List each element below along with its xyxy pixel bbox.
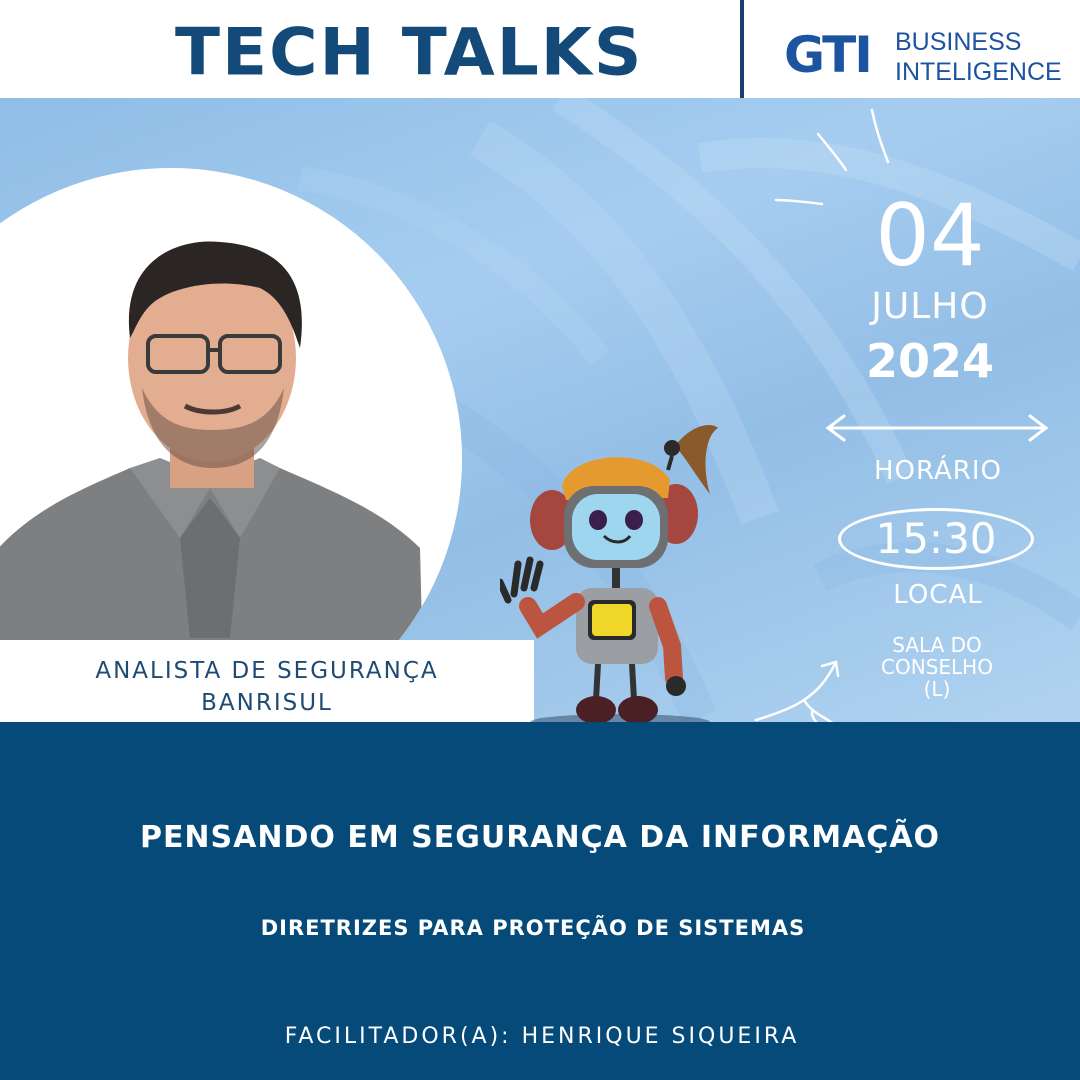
event-year: 2024 <box>865 334 995 388</box>
location-line: SALA DO <box>892 633 982 657</box>
facilitator-name: FACILITADOR(A): HENRIQUE SIQUEIRA <box>284 1024 800 1049</box>
speaker-company: BANRISUL <box>201 690 333 716</box>
brand-logo-mark: GTI <box>784 26 871 84</box>
event-month: JULHO <box>871 286 989 327</box>
brand-name-line2: INTELIGENCE <box>895 58 1062 86</box>
header-divider <box>740 0 744 98</box>
event-time: 15:30 <box>875 514 997 563</box>
event-day: 04 <box>875 186 985 286</box>
location-label: LOCAL <box>893 580 983 610</box>
location-line: CONSELHO <box>881 655 993 679</box>
event-location <box>852 634 1022 700</box>
curly-arrow-icon <box>752 652 852 728</box>
brand-name-line1: BUSINESS <box>895 28 1022 56</box>
talk-subtitle: DIRETRIZES PARA PROTEÇÃO DE SISTEMAS <box>260 916 806 940</box>
robot-mascot <box>500 416 730 732</box>
time-label: HORÁRIO <box>873 456 1002 486</box>
speaker-role: ANALISTA DE SEGURANÇA <box>95 658 439 684</box>
header-bar <box>0 0 1080 98</box>
location-line: (L) <box>923 677 951 701</box>
event-series-title: TECH TALKS <box>175 14 644 91</box>
talk-title: PENSANDO EM SEGURANÇA DA INFORMAÇÃO <box>139 820 941 855</box>
double-arrow-icon <box>822 412 1052 444</box>
